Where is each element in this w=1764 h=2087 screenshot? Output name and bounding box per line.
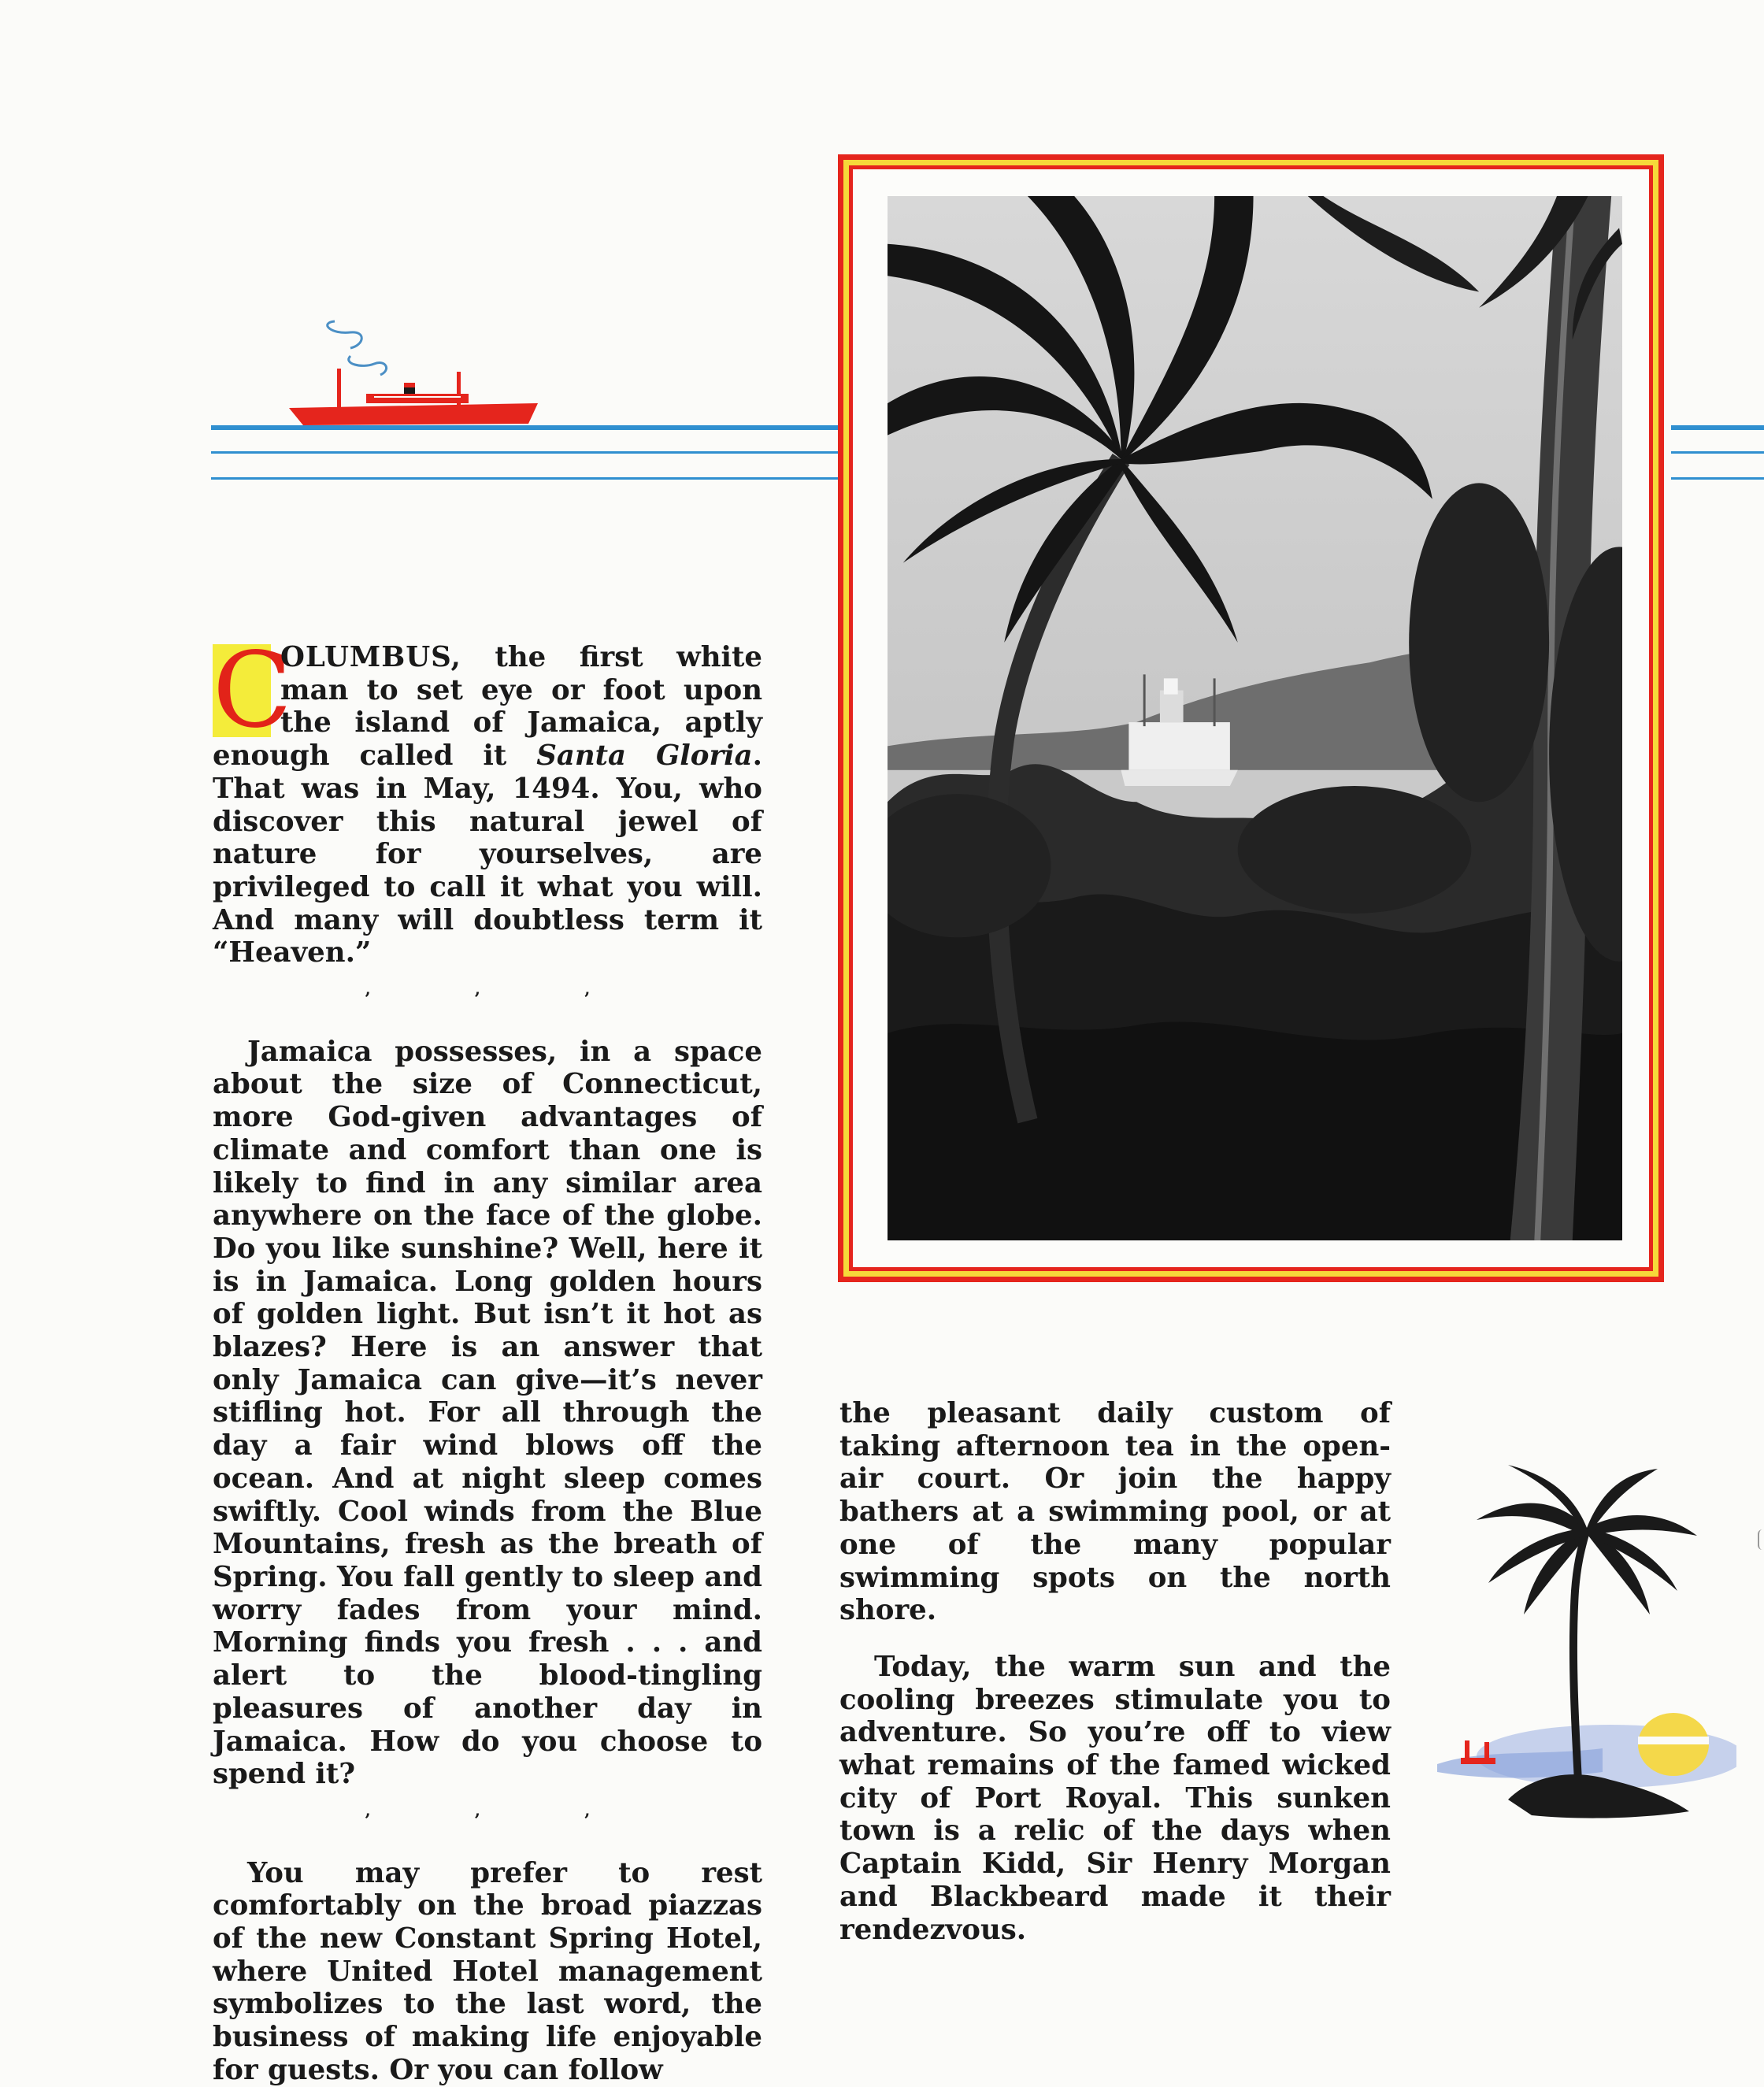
section-ornament: ’ ’ ’	[364, 1810, 639, 1831]
blue-rule-bottom-right	[1671, 477, 1764, 480]
palm-tree-icon	[1414, 1465, 1736, 1843]
paragraph-gap	[839, 1627, 1391, 1651]
paragraph-hotel: You may prefer to rest comfortably on the broad piazzas of the new Constant Spring Hotel, where United Hotel management symbolizes to the last word, the business of making life enjoyable for guests. Or you can follow	[213, 1856, 762, 2086]
paragraph-climate: Jamaica possesses, in a space about the size of Connecticut, more God-given advantages of climate and comfort than one is likely to find in any similar area anywhere on the face of the globe. Do you like sunshine? Well, here it is in Jamaica. Long golden hours of golden light. But isn’t it hot as blazes? Here is an answer that only Jamaica can give—it’s never stifling hot. For all through the day a fair wind blows off the ocean. And at night sleep comes swiftly. Cool winds from the Blue Mountains, fresh as the breath of Spring. You fall gently to sleep and worry fades from your mind. Morning finds you fresh . . . and alert to the blood-tingling pleasures of another day in Jamaica. How do you choose to spend it?	[213, 1035, 762, 1791]
photo-frame	[838, 154, 1664, 1282]
blue-rule-mid-right	[1671, 451, 1764, 454]
harbor-photo	[888, 196, 1622, 1240]
para1-text-b: . That was in May, 1494. You, who discover this natural jewel of nature for yourselves, are privileged to call it what you will. And many will doubtless term it “Heaven.”	[213, 740, 762, 969]
section-ornament: ’ ’ ’	[364, 989, 639, 1010]
paragraph-columbus	[213, 630, 762, 969]
para1-italic: Santa Gloria	[536, 740, 753, 773]
paragraph-port-royal: Today, the warm sun and the cooling breezes stimulate you to adventure. So you’re off to view what remains of the famed wicked city of Port Royal. This sunken town is a relic of the days when Captain Kidd, Sir Henry Morgan and Blackbeard made it their rendezvous.	[839, 1650, 1391, 1946]
right-column	[839, 1397, 1391, 1946]
paragraph-afternoon-tea: the pleasant daily custom of taking afternoon tea in the open-air court. Or join the happy bathers at a swimming pool, or at one of the many popular swimming spots on the north shore.	[839, 1397, 1391, 1627]
blue-rule-top-right	[1671, 425, 1764, 430]
page-edge-mark	[1758, 1529, 1764, 1550]
steamship-icon	[287, 315, 539, 433]
left-column	[213, 630, 762, 2087]
para1-text-a: the first white man to set eye or foot upon the island of Jamaica, aptly enough called it	[213, 641, 762, 773]
blue-rule-mid-left	[211, 451, 838, 454]
lead-word: OLUMBUS,	[280, 641, 461, 673]
blue-rule-bottom-left	[211, 477, 838, 480]
drop-cap: C	[213, 630, 292, 751]
